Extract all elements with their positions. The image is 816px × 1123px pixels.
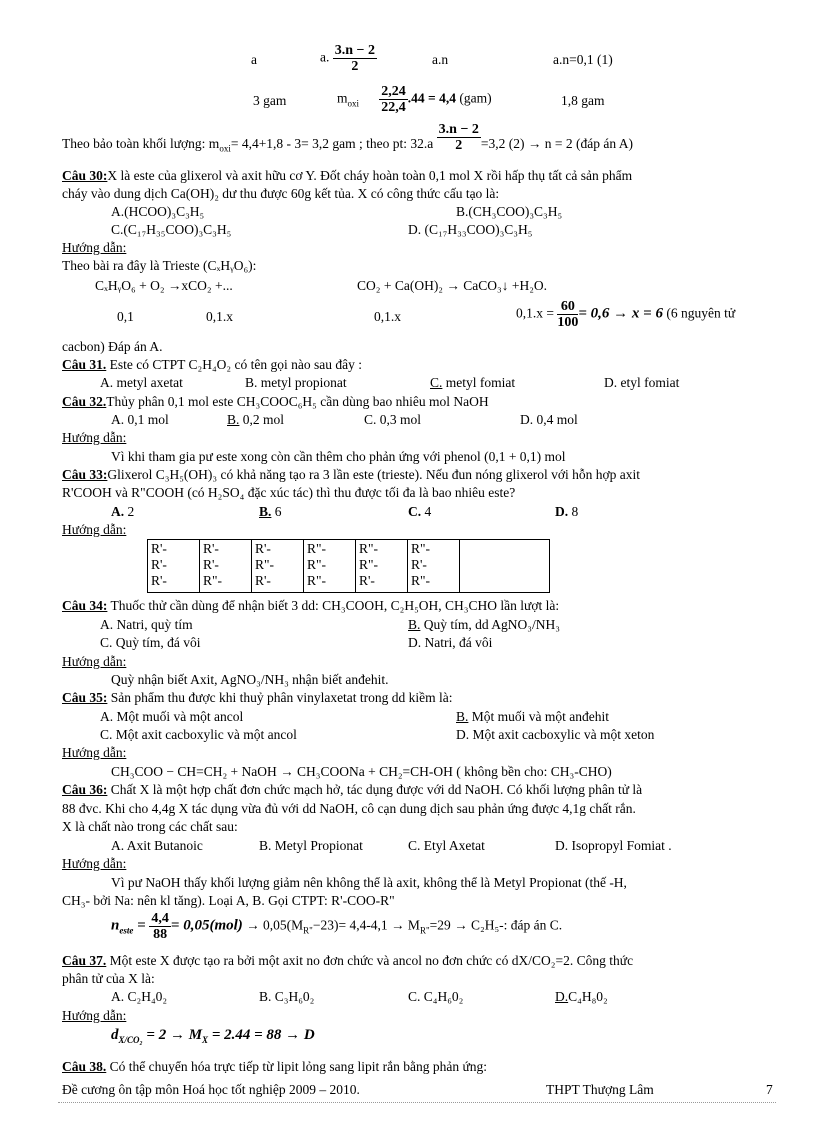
q30-guide-2a: CₓHᵧO₆ + O₂ →xCO₂ +... — [95, 278, 233, 293]
q32-option-d: D. 0,4 mol — [520, 412, 578, 427]
q36-guide-3: $n_{este}$ = $\frac{4,4}{88}$ = $0,05(mol) \to 0,05(M_{R"}-23)= 4,4-4,1 \to M_{R"}=29 \to C_2H_5-$: đáp án C. — [111, 911, 563, 942]
q36-guide-1: Vì pư NaOH thấy khối lượng giảm nên không thể là axit, không thể là Metyl Propionat (thế -H, — [111, 875, 627, 890]
q32-option-a: A. 0,1 mol — [111, 412, 169, 427]
q34-guide-heading: Hướng dẫn: — [62, 654, 127, 669]
q37-guide-heading: Hướng dẫn: — [62, 1008, 127, 1023]
q35-guide-1: CH₃COO − CH=CH₂ + NaOH → CH₃COONa + CH₂=CH-OH ( không bền cho: CH₃-CHO) — [111, 764, 612, 779]
q31-option-a: A. metyl axetat — [100, 375, 183, 390]
table-cell: R'- R"- R'- — [252, 540, 304, 593]
q36-text1: Câu 36: Chất X là một hợp chất đơn chức mạch hở, tác dụng được với dd NaOH. Có khối lượng phân tử là — [62, 782, 643, 797]
q30-option-a: A.(HCOO)₃C₃H₅ — [111, 204, 205, 219]
ester-combination-table — [147, 539, 550, 593]
q30-guide-2b: CO₂ + Ca(OH)₂ → CaCO₃↓ +H₂O. — [357, 278, 548, 293]
q33-guide-heading: Hướng dẫn: — [62, 522, 127, 537]
table-row — [148, 540, 550, 593]
q30-guide-heading: Hướng dẫn: — [62, 240, 127, 255]
table-cell: R"- R'- R"- — [408, 540, 460, 593]
q34-option-b: B. Quỳ tím, dd AgNO₃/NH₃ — [408, 617, 560, 632]
q35-option-d: D. Một axit cacboxylic và một xeton — [456, 727, 655, 742]
q33-option-a: A. 2 — [111, 504, 135, 519]
table-cell: R'- R'- R"- — [200, 540, 252, 593]
q31-option-d: D. etyl fomiat — [604, 375, 680, 390]
q37-option-b: B. C₃H₆0₂ — [259, 989, 315, 1004]
q36-text2: 88 đvc. Khi cho 4,4g X tác dụng vừa đủ với dd NaOH, cô cạn dung dịch sau phản ứng được 4,1g chất rắn. — [62, 801, 636, 816]
q30-text1: Câu 30:X là este của glixerol và axit hữu cơ Y. Đốt cháy hoàn toàn 0,1 mol X rồi hấp thụ tất cả sản phẩm — [62, 168, 633, 183]
q30-option-d: D. (C₁₇H₃₃COO)₃C₃H₅ — [408, 222, 533, 237]
table-cell: R"- R"- R'- — [356, 540, 408, 593]
q36-option-d: D. Isopropyl Fomiat . — [555, 838, 672, 853]
q33-text1: Câu 33:Glixerol C₃H₅(OH)₃ có khả năng tạo ra 3 lần este (trieste). Nếu đun nóng glixerol với hỗn hợp axit — [62, 467, 641, 482]
q32-guide-1: Vì khi tham gia pư este xong còn cần thêm cho phản ứng với phenol (0,1 + 0,1) mol — [111, 449, 566, 464]
calc-row2-c: 1,8 gam — [561, 93, 605, 108]
q31-option-c: C. metyl fomiat — [430, 375, 516, 390]
q30-guide-1: Theo bài ra đây là Trieste (CₓHᵧO₆): — [62, 258, 257, 273]
q34-option-a: A. Natri, quỳ tím — [100, 617, 193, 632]
q30-guide-4: cacbon) Đáp án A. — [62, 339, 163, 354]
q31-text: Câu 31. Este có CTPT C₂H₄O₂ có tên gọi nào sau đây : — [62, 357, 362, 372]
q30-text2: cháy vào dung dịch Ca(OH)₂ dư thu được 60g kết tủa. X có công thức cấu tạo là: — [62, 186, 500, 201]
calc-row1-c: a.n — [432, 52, 449, 67]
q36-option-c: C. Etyl Axetat — [408, 838, 485, 853]
q33-option-d: D. 8 — [555, 504, 579, 519]
q37-text2: phân tử của X là: — [62, 971, 155, 986]
q36-option-b: B. Metyl Propionat — [259, 838, 363, 853]
table-cell — [460, 540, 550, 593]
q34-text: Câu 34: Thuốc thử cần dùng để nhận biết 3 dd: CH₃COOH, C₂H₅OH, CH₃CHO lần lượt là: — [62, 598, 560, 613]
q32-option-b: B. 0,2 mol — [227, 412, 285, 427]
q32-text: Câu 32.Thủy phân 0,1 mol este CH₃COOC₆H₅ cần dùng bao nhiêu mol NaOH — [62, 394, 489, 409]
q34-option-d: D. Natri, đá vôi — [408, 635, 493, 650]
q33-option-b: B. 6 — [259, 504, 282, 519]
q36-text3: X là chất nào trong các chất sau: — [62, 819, 238, 834]
q34-guide-1: Quỳ nhận biết Axit, AgNO₃/NH₃ nhận biết anđehit. — [111, 672, 389, 687]
calc-row1-a: a — [251, 52, 257, 67]
footer-school: THPT Thượng Lâm — [546, 1082, 654, 1097]
q30-guide-3c: 0,1.x — [374, 309, 401, 324]
q36-guide-2: CH₃- bởi Na: nên kl tăng). Loại A, B. Gọi CTPT: R'-COO-R" — [62, 893, 395, 908]
q35-option-c: C. Một axit cacboxylic và một ancol — [100, 727, 297, 742]
q31-option-b: B. metyl propionat — [245, 375, 347, 390]
q36-guide-heading: Hướng dẫn: — [62, 856, 127, 871]
q35-text: Câu 35: Sản phẩm thu được khi thuỷ phân vinylaxetat trong dd kiềm là: — [62, 690, 453, 705]
q37-option-c: C. C₄H₆0₂ — [408, 989, 464, 1004]
page-number: 7 — [766, 1082, 773, 1097]
q30-guide-3a: 0,1 — [117, 309, 134, 324]
footer-course-title: Đề cương ôn tập môn Hoá học tốt nghiệp 2009 – 2010. — [62, 1082, 360, 1097]
q37-guide-1: $d_{X/CO_2} = 2 \to M_X = 2.44 = 88 \to D$ — [111, 1027, 315, 1045]
q36-option-a: A. Axit Butanoic — [111, 838, 203, 853]
q37-option-d: D.C₄H₈0₂ — [555, 989, 608, 1004]
q30-option-c: C.(C₁₇H₃₅COO)₃C₃H₅ — [111, 222, 232, 237]
q33-text2: R'COOH và R"COOH (có H₂SO₄ đặc xúc tác) thì thu được tối đa là bao nhiêu este? — [62, 485, 516, 500]
q32-guide-heading: Hướng dẫn: — [62, 430, 127, 445]
q33-option-c: C. 4 — [408, 504, 432, 519]
q35-option-b: B. Một muối và một anđehit — [456, 709, 610, 724]
table-cell: R'- R'- R'- — [148, 540, 200, 593]
table-cell: R"- R"- R"- — [304, 540, 356, 593]
q35-option-a: A. Một muối và một ancol — [100, 709, 244, 724]
q32-option-c: C. 0,3 mol — [364, 412, 422, 427]
calc-row2-b: $m_{oxi}$ $\frac{2,24}{22,4}$ .44 = 4,4 (gam) — [337, 84, 492, 115]
footer-divider — [58, 1102, 776, 1103]
q37-text1: Câu 37. Một este X được tạo ra bởi một axit no đơn chức và ancol no đơn chức có dX/CO₂=2. Công thức — [62, 953, 634, 968]
q30-guide-3d: 0,1.x = $\frac{60}{100}$ = 0,6 → x = 6 (6 nguyên tử — [516, 299, 736, 330]
calc-row1-b: a. $\frac{3.n - 2}{2}$ — [320, 43, 376, 74]
q38-text: Câu 38. Có thể chuyển hóa trực tiếp từ lipit lỏng sang lipit rắn bằng phản ứng: — [62, 1059, 488, 1074]
q30-guide-3b: 0,1.x — [206, 309, 233, 324]
calc-row2-a: 3 gam — [253, 93, 287, 108]
mass-balance-line: Theo bảo toàn khối lượng: $m_{oxi}= 4,4+1,8 - 3= 3,2$ gam ; theo pt: 32.a $\frac{3.n - 2}{2}$ =3,2 (2) → n = 2 (đáp án A) — [62, 122, 633, 154]
q34-option-c: C. Quỳ tím, đá vôi — [100, 635, 201, 650]
q37-option-a: A. C₂H₄0₂ — [111, 989, 168, 1004]
q35-guide-heading: Hướng dẫn: — [62, 745, 127, 760]
q30-option-b: B.(CH₃COO)₃C₃H₅ — [456, 204, 563, 219]
calc-row1-d: a.n=0,1 (1) — [553, 52, 613, 67]
